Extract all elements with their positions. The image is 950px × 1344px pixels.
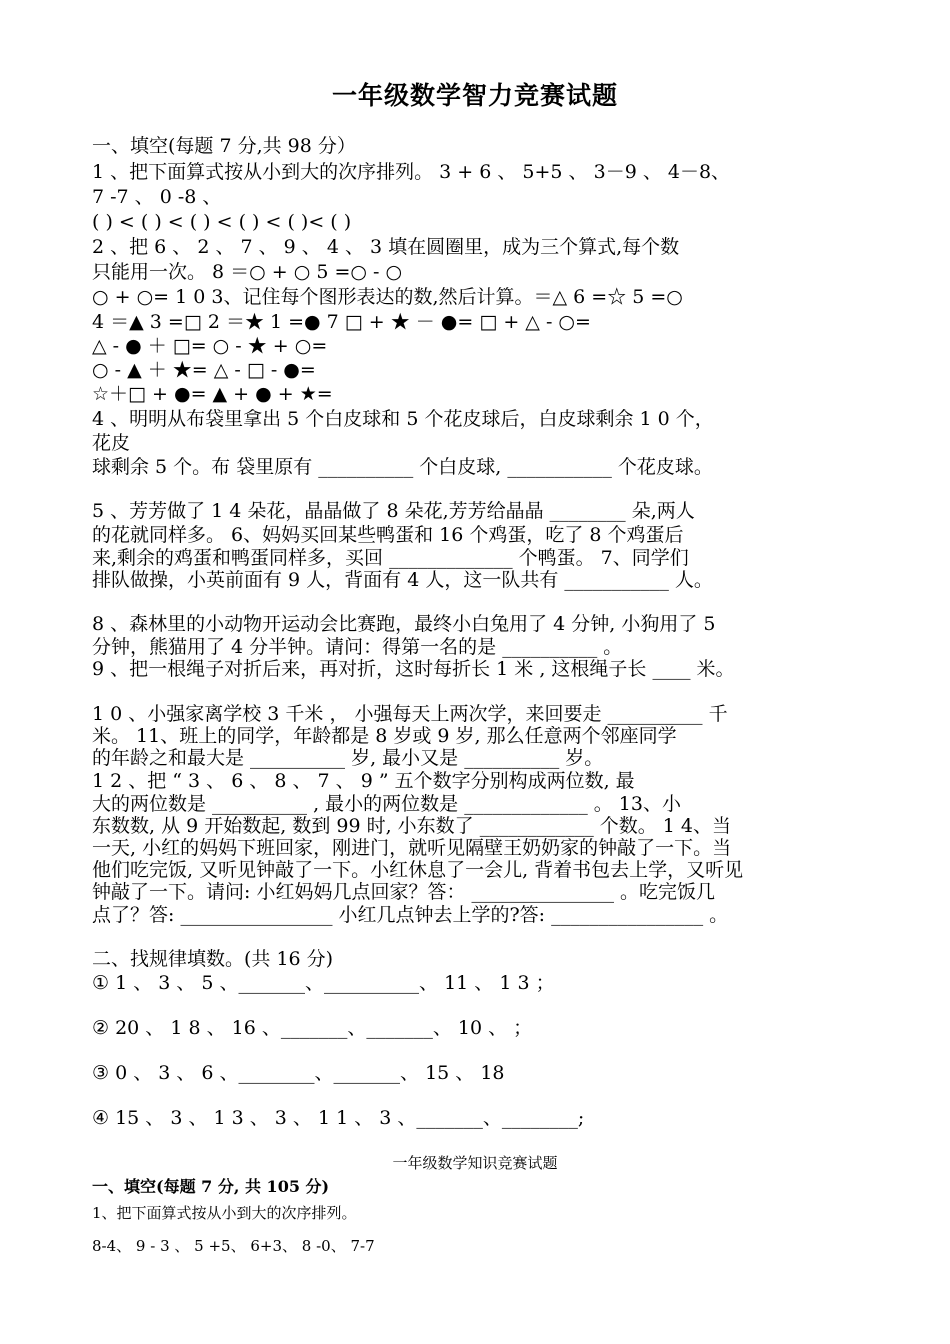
pattern-row: ③ 0 、 3 、 6 、________、_______、 15 、 18 (92, 1062, 505, 1084)
text-line: 1 2 、把 “ 3 、 6 、 8 、 7 、 9 ” 五个数字分别构成两位数, 最 (92, 770, 635, 792)
text-line: 点了？答: ________________ 小红几点钟去上学的?答: ________________ 。 (92, 904, 729, 926)
text-line: ☆＋□ + ●= ▲ + ● + ★= (92, 383, 333, 405)
text-line: 5 、芳芳做了 1 4 朵花，晶晶做了 8 朵花,芳芳给晶晶 ________ 朵,两人 (92, 500, 695, 522)
text-line: ○ - ▲ ＋ ★= △ - □ - ●= (92, 359, 316, 381)
expression-line: 8-4、 9 - 3 、 5 +5、 6+3、 8 -0、 7-7 (92, 1237, 375, 1255)
text-line: 来,剩余的鸡蛋和鸭蛋同样多，买回 _____________ 个鸭蛋。 7、同学们 (92, 547, 689, 569)
second-title: 一年级数学知识竞赛试题 (392, 1154, 558, 1172)
text-line: 东数数, 从 9 开始数起, 数到 99 时, 小东数了 ____________ 个数。 1 4、当 (92, 815, 731, 837)
text-line: 9 、把一根绳子对折后来，再对折，这时每折长 1 米 , 这根绳子长 ____ 米。 (92, 658, 735, 680)
text-line: 球剩余 5 个。布 袋里原有 __________ 个白皮球, ___________ 个花皮球。 (92, 456, 713, 478)
text-line: 大的两位数是 __________ , 最小的两位数是 _____________ 。 13、小 (92, 793, 681, 815)
text-line: 分钟，熊猫用了 4 分半钟。请问：得第一名的是 __________ 。 (92, 636, 623, 658)
section-heading: 一、填空(每题 7 分,共 98 分） (92, 135, 356, 157)
pattern-row: ① 1 、 3 、 5 、_______、__________、 11 、 1 3 ； (92, 972, 555, 994)
text-line: 钟敲了一下。请问: 小红妈妈几点回家？答： _______________ 。吃完饭几 (92, 881, 716, 903)
text-line: 花皮 (92, 432, 131, 454)
text-line: ○ + ○= 1 0 3、记住每个图形表达的数,然后计算。＝△ 6 =☆ 5 =○ (92, 286, 683, 308)
text-line: 他们吃完饭, 又听见钟敲了一下。小红休息了一会儿, 背着书包去上学，又听见 (92, 859, 744, 881)
question-line: 1、把下面算式按从小到大的次序排列。 (92, 1204, 357, 1222)
section-heading: 二、找规律填数。(共 16 分) (92, 948, 334, 970)
text-line: 排队做操，小英前面有 9 人，背面有 4 人，这一队共有 ___________ 人。 (92, 569, 713, 591)
text-line: 的花就同样多。 6、妈妈买回某些鸭蛋和 16 个鸡蛋，吃了 8 个鸡蛋后 (92, 524, 684, 546)
text-line: 1 、把下面算式按从小到大的次序排列。 3 + 6 、 5+5 、 3－9 、 4－8、 (92, 161, 731, 183)
text-line: 只能用一次。 8 ＝○ + ○ 5 =○ - ○ (92, 261, 403, 283)
section-heading: 一、填空(每题 7 分, 共 105 分) (92, 1177, 330, 1196)
text-line: 2 、把 6 、 2 、 7 、 9 、 4 、 3 填在圆圈里，成为三个算式,每个数 (92, 236, 680, 258)
text-line: 4 、明明从布袋里拿出 5 个白皮球和 5 个花皮球后，白皮球剩余 1 0 个， (92, 408, 714, 430)
pattern-row: ④ 15 、 3 、 1 3 、 3 、 1 1 、 3 、_______、________; (92, 1107, 585, 1129)
text-line: 的年龄之和最大是 __________ 岁, 最小又是 __________ 岁。 (92, 747, 604, 769)
text-line: 1 0 、小强家离学校 3 千米 ， 小强每天上两次学，来回要走 __________ 千 (92, 703, 728, 725)
text-line: 一天, 小红的妈妈下班回家，刚进门，就听见隔壁王奶奶家的钟敲了一下。当 (92, 837, 732, 859)
text-line: ( ) < ( ) < ( ) < ( ) < ( )< ( ) (92, 211, 352, 233)
text-line: 米。 11、班上的同学，年龄都是 8 岁或 9 岁, 那么任意两个邻座同学 (92, 725, 677, 747)
text-line: △ - ● ＋ □= ○ - ★ + ○= (92, 335, 328, 357)
text-line: 4 ＝▲ 3 =□ 2 ＝★ 1 =● 7 □ + ★ － ●= □ + △ - ○= (92, 311, 591, 333)
text-line: 7 -7 、 0 -8 、 (92, 186, 222, 208)
pattern-row: ② 20 、 1 8 、 16 、_______、_______、 10 、 ； (92, 1017, 533, 1039)
text-line: 8 、森林里的小动物开运动会比赛跑，最终小白兔用了 4 分钟, 小狗用了 5 (92, 613, 716, 635)
page-title: 一年级数学智力竞赛试题 (331, 81, 618, 110)
